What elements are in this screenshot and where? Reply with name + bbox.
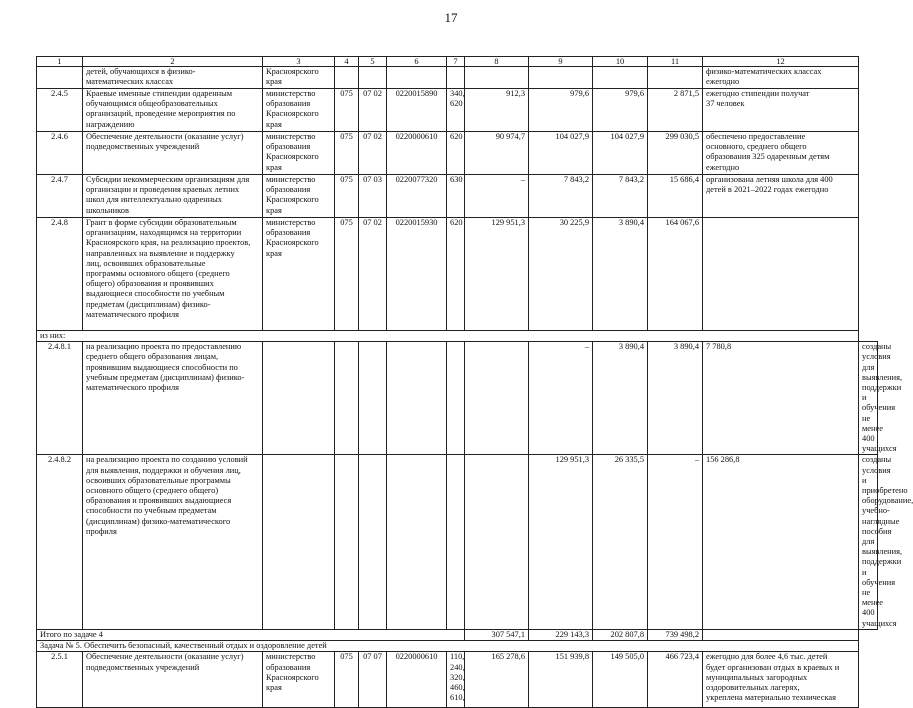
col-total-cell: 299 030,5: [648, 132, 703, 175]
total-result-cell: [703, 629, 859, 640]
col-2022-cell: 151 939,8: [529, 652, 593, 708]
table-row: [37, 132, 878, 175]
col-2023-cell: [593, 67, 648, 89]
col-number-cell: 2.4.7: [37, 175, 83, 218]
col-vr-cell: 620: [447, 218, 465, 331]
col-2023-cell: 149 505,0: [593, 652, 648, 708]
table-row: [37, 67, 878, 89]
col-2023-cell: 979,6: [593, 89, 648, 132]
col-responsible-cell: министерство образования Красноярского края: [263, 175, 335, 218]
col-2021-cell: 129 951,3: [465, 218, 529, 331]
col-grbs-cell: [335, 67, 359, 89]
col-2023-cell: 104 027,9: [593, 132, 648, 175]
col-number-cell: 2.4.8.1: [37, 342, 83, 455]
col-grbs-cell: 075: [335, 175, 359, 218]
col-vr-cell: [447, 455, 465, 629]
col-csr-cell: [387, 455, 447, 629]
header-cell-col-csr: 6: [387, 57, 447, 67]
col-result-cell: ежегодно стипендии получат 37 человек: [703, 89, 859, 132]
section-row: [37, 331, 878, 342]
header-cell-col-result: 12: [703, 57, 859, 67]
col-responsible-cell: Красноярского края: [263, 67, 335, 89]
table-row: [37, 455, 878, 629]
col-grbs-cell: 075: [335, 652, 359, 708]
col-number-cell: 2.4.6: [37, 132, 83, 175]
col-responsible-cell: министерство образования Красноярского края: [263, 89, 335, 132]
col-total-cell: [648, 67, 703, 89]
section-label: из них:: [37, 331, 859, 342]
col-2021-cell: [465, 67, 529, 89]
header-cell-col-2023: 10: [593, 57, 648, 67]
header-cell-col-rzpr: 5: [359, 57, 387, 67]
section-row: [37, 641, 878, 652]
total-row: [37, 629, 878, 640]
col-number-cell: 2.4.8: [37, 218, 83, 331]
col-grbs-cell: [335, 455, 359, 629]
col-name-cell: на реализацию проекта по созданию условий для выявления, поддержки и обучения лиц, освоивших образовательные программы основного общего (среднего общего) образования и проявивших выдающиеся способности по учебным предметам (дисциплинам) физико-математического профиля: [83, 455, 263, 629]
undefined-cell: созданы условия и приобретено оборудование, учебно-наглядные пособия для выявления, поддержки и обучения не менее 400 учащихся: [859, 455, 878, 629]
col-vr-cell: [447, 67, 465, 89]
col-2022-cell: 7 843,2: [529, 175, 593, 218]
col-result-cell: физико-математических классах ежегодно: [703, 67, 859, 89]
col-2022-cell: 30 225,9: [529, 218, 593, 331]
col-vr-cell: 340, 620: [447, 89, 465, 132]
col-2023-cell: 26 335,5: [593, 455, 648, 629]
table-row: [37, 652, 878, 708]
col-number-cell: 2.4.8.2: [37, 455, 83, 629]
column-number-row: [37, 57, 878, 67]
col-name-cell: Обеспечение деятельности (оказание услуг) подведомственных учреждений: [83, 652, 263, 708]
col-csr-cell: [387, 67, 447, 89]
total-value-col-2021: 307 547,1: [465, 629, 529, 640]
header-cell-col-number: 1: [37, 57, 83, 67]
col-result-cell: 7 780,8: [703, 342, 859, 455]
col-name-cell: детей, обучающихся в физико- математических классах: [83, 67, 263, 89]
total-value-col-2022: 229 143,3: [529, 629, 593, 640]
col-2023-cell: 7 843,2: [593, 175, 648, 218]
table-row: [37, 218, 878, 331]
col-rzpr-cell: 07 07: [359, 652, 387, 708]
col-2021-cell: –: [465, 175, 529, 218]
col-2022-cell: 104 027,9: [529, 132, 593, 175]
col-2021-cell: 90 974,7: [465, 132, 529, 175]
header-cell-col-2021: 8: [465, 57, 529, 67]
table-row: [37, 342, 878, 455]
col-vr-cell: [447, 342, 465, 455]
col-result-cell: [703, 218, 859, 331]
page-number: 17: [444, 10, 458, 25]
col-grbs-cell: 075: [335, 89, 359, 132]
col-2023-cell: 3 890,4: [593, 218, 648, 331]
col-vr-cell: 110, 240, 320, 460, 610,: [447, 652, 465, 708]
section-label: Задача № 5. Обеспечить безопасный, качественный отдых и оздоровление детей: [37, 641, 859, 652]
col-rzpr-cell: 07 02: [359, 132, 387, 175]
col-csr-cell: 0220015890: [387, 89, 447, 132]
col-csr-cell: 0220000610: [387, 652, 447, 708]
table-row: [37, 175, 878, 218]
col-result-cell: организована летняя школа для 400 детей в 2021–2022 годах ежегодно: [703, 175, 859, 218]
col-2022-cell: 129 951,3: [529, 455, 593, 629]
col-rzpr-cell: 07 02: [359, 218, 387, 331]
col-responsible-cell: министерство образования Красноярского края: [263, 132, 335, 175]
col-grbs-cell: 075: [335, 132, 359, 175]
col-rzpr-cell: [359, 67, 387, 89]
total-value-col-2023: 202 807,8: [593, 629, 648, 640]
col-responsible-cell: министерство образования Красноярского края: [263, 652, 335, 708]
col-2022-cell: –: [529, 342, 593, 455]
header-cell-col-vr: 7: [447, 57, 465, 67]
col-grbs-cell: 075: [335, 218, 359, 331]
col-csr-cell: 0220077320: [387, 175, 447, 218]
table-row: [37, 89, 878, 132]
col-result-cell: обеспечено предоставление основного, среднего общего образования 325 одаренным детям ежегодно: [703, 132, 859, 175]
col-responsible-cell: министерство образования Красноярского края: [263, 218, 335, 331]
col-vr-cell: 630: [447, 175, 465, 218]
col-rzpr-cell: [359, 342, 387, 455]
col-total-cell: 466 723,4: [648, 652, 703, 708]
col-total-cell: 2 871,5: [648, 89, 703, 132]
col-2021-cell: 912,3: [465, 89, 529, 132]
col-name-cell: Обеспечение деятельности (оказание услуг) подведомственных учреждений: [83, 132, 263, 175]
col-csr-cell: [387, 342, 447, 455]
table-body: [37, 57, 913, 708]
col-csr-cell: 0220000610: [387, 132, 447, 175]
col-number-cell: 2.4.5: [37, 89, 83, 132]
col-vr-cell: 620: [447, 132, 465, 175]
col-number-cell: [37, 67, 83, 89]
total-value-col-total: 739 498,2: [648, 629, 703, 640]
col-total-cell: 15 686,4: [648, 175, 703, 218]
col-responsible-cell: [263, 342, 335, 455]
col-total-cell: 164 067,6: [648, 218, 703, 331]
col-2022-cell: 979,6: [529, 89, 593, 132]
header-cell-col-total: 11: [648, 57, 703, 67]
col-name-cell: Краевые именные стипендии одаренным обучающимся общеобразовательных организаций, проведение мероприятия по награждению: [83, 89, 263, 132]
col-name-cell: Субсидии некоммерческим организациям для организации и проведения краевых летних школ для интеллектуально одаренных школьников: [83, 175, 263, 218]
header-cell-col-grbs: 4: [335, 57, 359, 67]
total-label: Итого по задаче 4: [37, 629, 465, 640]
col-total-cell: –: [648, 455, 703, 629]
header-cell-col-2022: 9: [529, 57, 593, 67]
col-2023-cell: 3 890,4: [593, 342, 648, 455]
col-number-cell: 2.5.1: [37, 652, 83, 708]
col-result-cell: ежегодно для более 4,6 тыс. детей будет организован отдых в краевых и муниципальных загородных оздоровительных лагерях, укреплена материально техническая: [703, 652, 859, 708]
col-rzpr-cell: [359, 455, 387, 629]
col-result-cell: 156 286,8: [703, 455, 859, 629]
col-total-cell: 3 890,4: [648, 342, 703, 455]
col-2021-cell: 165 278,6: [465, 652, 529, 708]
program-activities-table: [36, 56, 913, 708]
col-2021-cell: [465, 455, 529, 629]
col-grbs-cell: [335, 342, 359, 455]
header-cell-col-responsible: 3: [263, 57, 335, 67]
col-rzpr-cell: 07 02: [359, 89, 387, 132]
col-2021-cell: [465, 342, 529, 455]
col-name-cell: Грант в форме субсидии образовательным организациям, находящимся на территории Красноярского края, на реализацию проектов, направленных на выявление и поддержку лиц, освоивших образовательные программы основного общего (среднего общего) образования и проявивших выдающиеся способности по учебным предметам (дисциплинам) физико- математического профиля: [83, 218, 263, 331]
undefined-cell: созданы условия для выявления, поддержки и обучения не менее 400 учащихся: [859, 342, 878, 455]
col-rzpr-cell: 07 03: [359, 175, 387, 218]
header-cell-col-name: 2: [83, 57, 263, 67]
col-csr-cell: 0220015930: [387, 218, 447, 331]
col-name-cell: на реализацию проекта по предоставлению среднего общего образования лицам, проявившим выдающиеся способности по учебным предметам (дисциплинам) физико- математического профиля: [83, 342, 263, 455]
col-2022-cell: [529, 67, 593, 89]
col-responsible-cell: [263, 455, 335, 629]
